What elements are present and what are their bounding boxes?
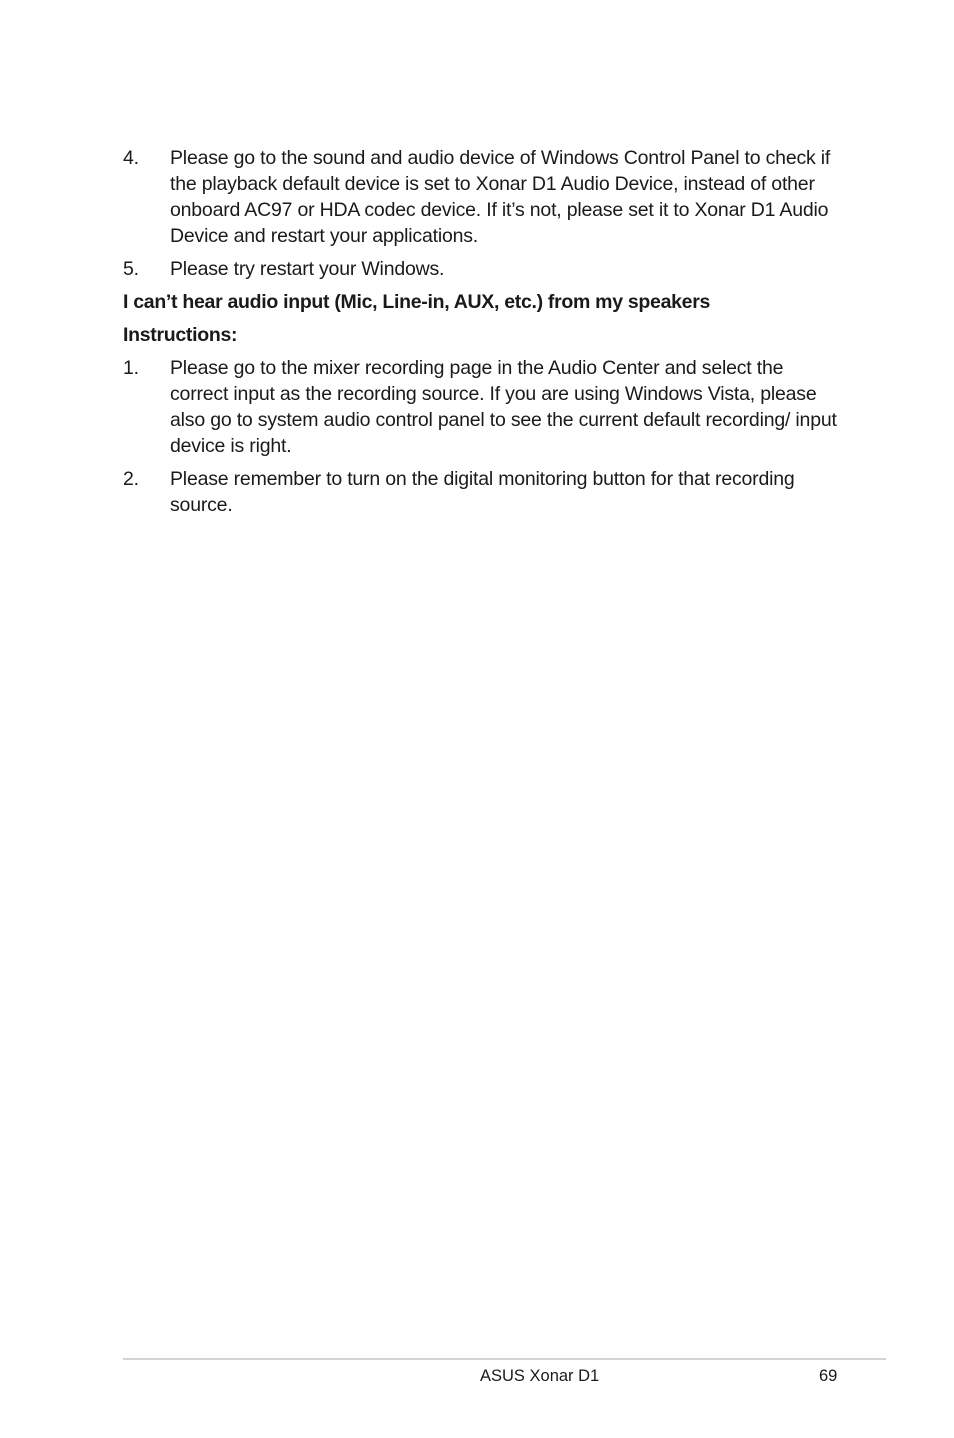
list-item-text: Please go to the sound and audio device of Windows Control Panel to check if the playback default device is set to Xonar D1 Audio Device, instead of other onboard AC97 or HDA codec device. If it’s not, please set it to Xonar D1 Audio Device and restart your applications. xyxy=(170,147,831,247)
list-item-number: 5. xyxy=(123,258,139,280)
list-item xyxy=(123,355,843,459)
list-item xyxy=(123,466,843,518)
list-item-text: Please try restart your Windows. xyxy=(170,258,445,280)
page-content xyxy=(123,145,843,525)
list-item xyxy=(123,256,843,282)
instructions-label: Instructions: xyxy=(123,324,238,346)
page-number: 69 xyxy=(819,1367,838,1385)
footer-title: ASUS Xonar D1 xyxy=(480,1367,600,1385)
list-item-number: 4. xyxy=(123,147,139,169)
list-item xyxy=(123,145,843,249)
section-heading: I can’t hear audio input (Mic, Line-in, AUX, etc.) from my speakers xyxy=(123,291,711,313)
list-item-text: Please remember to turn on the digital monitoring button for that recording source. xyxy=(170,468,795,516)
list-item-text: Please go to the mixer recording page in the Audio Center and select the correct input as the recording source. If you are using Windows Vista, please also go to system audio control panel to see the current default recording/ input device is right. xyxy=(170,357,837,457)
list-item-number: 1. xyxy=(123,357,139,379)
footer-divider xyxy=(123,1358,886,1360)
list-item-number: 2. xyxy=(123,468,139,490)
